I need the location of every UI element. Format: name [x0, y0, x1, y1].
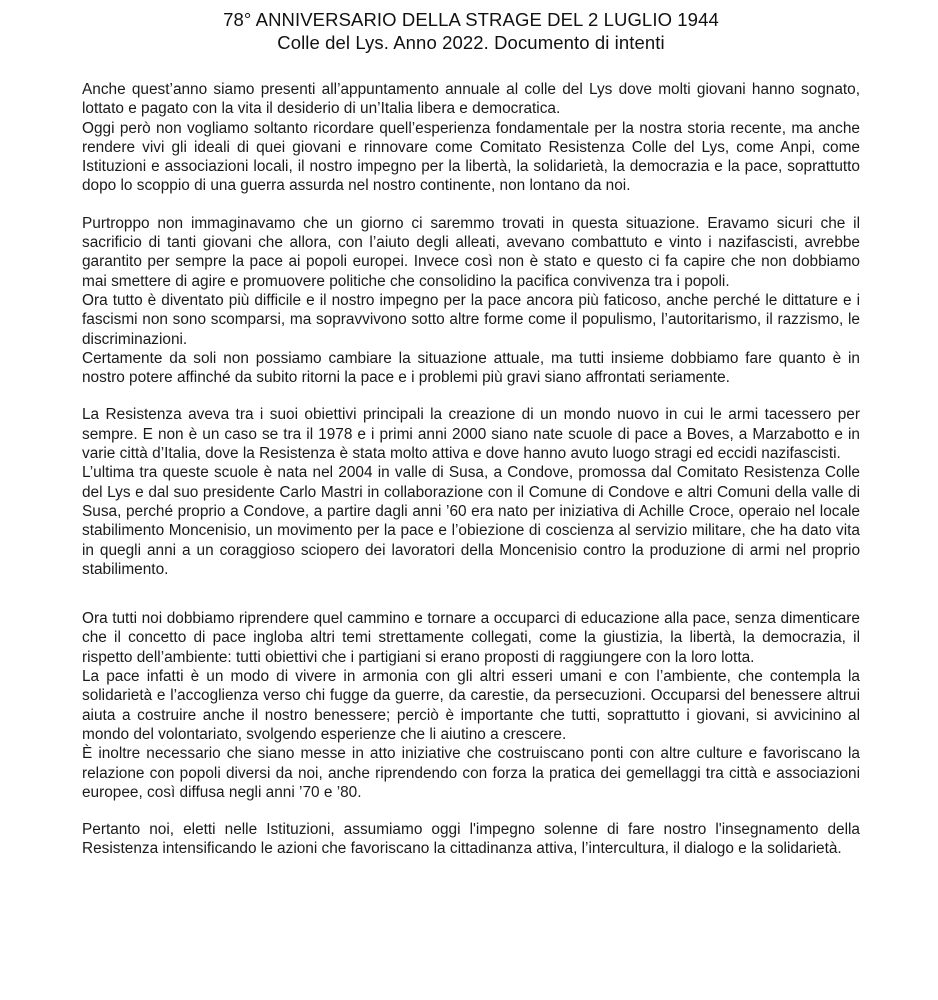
paragraph: Pertanto noi, eletti nelle Istituzioni, assumiamo oggi l'impegno solenne di fare nostro l'insegnamento della Resistenza intensificando le azioni che favoriscano la cittadinanza attiva, l’intercultura, il dialogo e la solidarietà. — [82, 821, 860, 858]
paragraph: Purtroppo non immaginavamo che un giorno ci saremmo trovati in questa situazione. Eravamo sicuri che il sacrificio di tanti giovani che allora, con l’aiuto degli alleati, avevano combattuto e vinto i nazifascisti, avrebbe garantito per sempre la pace ai popoli europei. Invece così non è stato e questo ci fa capire che non dobbiamo mai smettere di agire e promuovere politiche che consolidino la pacifica convivenza tra i popoli. — [82, 214, 860, 290]
section-4 — [82, 609, 860, 802]
section-1 — [82, 80, 860, 196]
section-3 — [82, 405, 860, 579]
section-2 — [82, 214, 860, 388]
section-5 — [82, 820, 860, 859]
document-header — [82, 8, 860, 54]
document-title: 78° ANNIVERSARIO DELLA STRAGE DEL 2 LUGLIO 1944 — [223, 9, 719, 30]
document-body — [82, 80, 860, 859]
paragraph: L’ultima tra queste scuole è nata nel 2004 in valle di Susa, a Condove, promossa dal Comitato Resistenza Colle del Lys e dal suo presidente Carlo Mastri in collaborazione con il Comune di Condove e altri Comuni della valle di Susa, perché proprio a Condove, a partire dagli anni ’60 era nato per iniziativa di Achille Croce, operaio nel locale stabilimento Moncenisio, un movimento per la pace e l’obiezione di coscienza al servizio militare, che ha dato vita in quegli anni a un coraggioso sciopero dei lavoratori della Moncenisio contro la produzione di armi nel proprio stabilimento. — [82, 464, 860, 578]
paragraph: Anche quest’anno siamo presenti all’appuntamento annuale al colle del Lys dove molti giovani hanno sognato, lottato e pagato con la vita il desiderio di un’Italia libera e democratica. — [82, 81, 860, 118]
paragraph: È inoltre necessario che siano messe in atto iniziative che costruiscano ponti con altre culture e favoriscano la relazione con popoli diversi da noi, anche riprendendo con forza la pratica dei gemellaggi tra città e associazioni europee, così diffusa negli anni ’70 e ’80. — [82, 745, 860, 801]
paragraph: Certamente da soli non possiamo cambiare la situazione attuale, ma tutti insieme dobbiamo fare quanto è in nostro potere affinché da subito ritorni la pace e i problemi più gravi siano affrontati seriamente. — [82, 349, 860, 387]
paragraph: Ora tutto è diventato più difficile e il nostro impegno per la pace ancora più faticoso, anche perché le dittature e i fascismi non sono scomparsi, ma sopravvivono sotto altre forme come il populismo, l’autoritarismo, il razzismo, le discriminazioni. — [82, 291, 860, 348]
document-subtitle: Colle del Lys. Anno 2022. Documento di intenti — [277, 32, 665, 53]
paragraph: La Resistenza aveva tra i suoi obiettivi principali la creazione di un mondo nuovo in cui le armi tacessero per sempre. E non è un caso se tra il 1978 e i primi anni 2000 siano nate scuole di pace a Boves, a Marzabotto e in varie città d’Italia, dove la Resistenza è stata molto attiva e dove hanno avuto luogo stragi ed eccidi nazifascisti. — [82, 406, 860, 463]
paragraph: Oggi però non vogliamo soltanto ricordare quell’esperienza fondamentale per la nostra storia recente, ma anche rendere vivi gli ideali di quei giovani e rinnovare come Comitato Resistenza Colle del Lys, come Anpi, come Istituzioni e associazioni locali, il nostro impegno per la libertà, la solidarietà, la democrazia e la pace, soprattutto dopo lo scoppio di una guerra assurda nel nostro continente, non lontano da noi. — [82, 119, 860, 195]
paragraph: La pace infatti è un modo di vivere in armonia con gli altri esseri umani e con l’ambiente, che contempla la solidarietà e l’accoglienza verso chi fugge da guerre, da carestie, da persecuzioni. Occuparsi del benessere altrui aiuta a costruire anche il nostro benessere; perciò è importante che tutti, soprattutto i giovani, si avvicinino al mondo del volontariato, svolgendo esperienze che li aiutino a crescere. — [82, 668, 860, 743]
paragraph: Ora tutti noi dobbiamo riprendere quel cammino e tornare a occuparci di educazione alla pace, senza dimenticare che il concetto di pace ingloba altri temi strettamente collegati, come la giustizia, la libertà, la democrazia, il rispetto dell’ambiente: tutti obiettivi che i partigiani si erano proposti di raggiungere con la loro lotta. — [82, 610, 860, 666]
